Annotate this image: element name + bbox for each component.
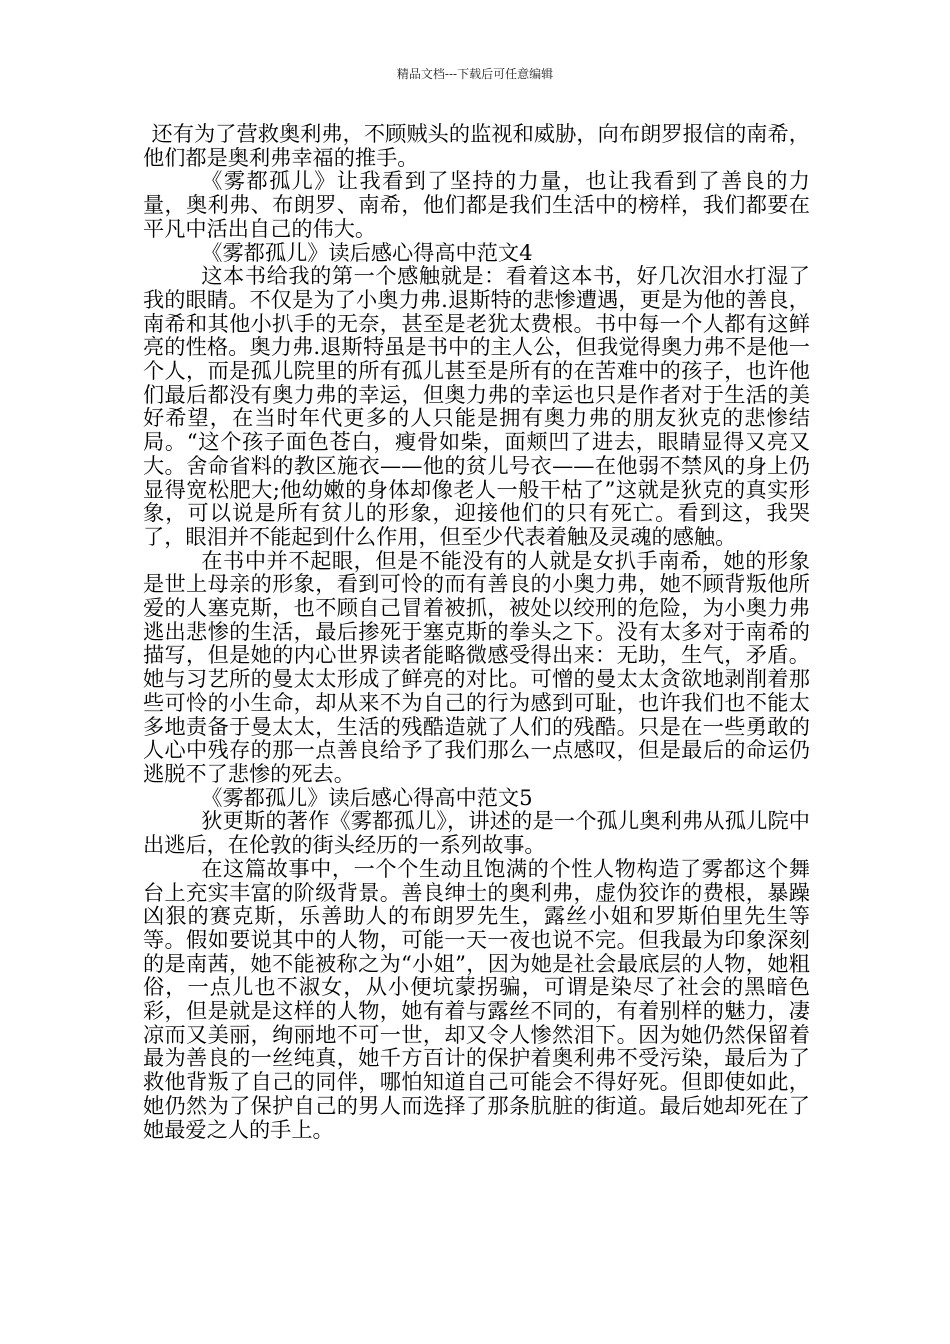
paragraph-1: 还有为了营救奥利弗，不顾贼头的监视和威胁，向布朗罗报信的南希，他们都是奥利弗幸福的推手。: [143, 121, 810, 170]
paragraph-4: 在书中并不起眼，但是不能没有的人就是女扒手南希，她的形象是世上母亲的形象，看到可怜的而有善良的小奥力弗，她不顾背叛他所爱的人塞克斯，也不顾自己冒着被抓，被处以绞刑的危险，为小奥力弗逃出悲惨的生活，最后掺死于塞克斯的拳头之下。没有太多对于南希的描写，但是她的内心世界读者能略微感受得出来：无助，生气，矛盾。她与习艺所的曼太太形成了鲜亮的对比。可憎的曼太太贪欲地剥削着那些可怜的小生命，却从来不为自己的行为感到可耻，也许我们也不能太多地责备于曼太太，生活的残酷造就了人们的残酷。只是在一些勇敢的人心中残存的那一点善良给予了我们那么一点感叹，但是最后的命运仍逃脱不了悲惨的死去。: [143, 547, 810, 786]
section-heading-4: 《雾都孤儿》读后感心得高中范文4: [201, 239, 533, 265]
paragraph-5: 狄更斯的著作《雾都孤儿》，讲述的是一个孤儿奥利弗从孤儿院中出逃后，在伦敦的街头经历的一系列故事。: [143, 808, 810, 858]
paragraph-3: 这本书给我的第一个感触就是：看着这本书，好几次泪水打湿了我的眼睛。不仅是为了小奥力弗.退斯特的悲惨遭遇，更是为他的善良，南希和其他小扒手的无奈，甚至是老犹太费根。书中每一个人都有这鲜亮的性格。奥力弗.退斯特虽是书中的主人公，但我觉得奥力弗不是他一个人，而是孤儿院里的所有孤儿甚至是所有的在苦难中的孩子，也许他们最后都没有奥力弗的幸运，但奥力弗的幸运也只是作者对于生活的美好希望，在当时年代更多的人只能是拥有奥力弗的朋友狄克的悲惨结局。“这个孩子面色苍白，瘦骨如柴，面颊凹了进去，眼睛显得又亮又大。舍命省料的教区施衣——他的贫儿号衣——在他弱不禁风的身上仍显得宽松肥大;他幼嫩的身体却像老人一般干枯了”这就是狄克的真实形象，可以说是所有贫儿的形象，迎接他们的只有死亡。看到这，我哭了，眼泪并不能起到什么作用，但至少代表着触及灵魂的感触。: [143, 263, 810, 549]
section-heading-5: 《雾都孤儿》读后感心得高中范文5: [201, 784, 533, 810]
page-header: 精品文档---下载后可任意编辑: [396, 67, 554, 81]
paragraph-6: 在这篇故事中，一个个生动且饱满的个性人物构造了雾都这个舞台上充实丰富的阶级背景。善良绅士的奥利弗，虚伪狡诈的费根，暴躁凶狠的赛克斯，乐善助人的布朗罗先生，露丝小姐和罗斯伯里先生等等。假如要说其中的人物，可能一天一夜也说不完。但我最为印象深刻的是南茜，她不能被称之为“小姐”，因为她是社会最底层的人物，她粗俗，一点儿也不淑女，从小便坑蒙拐骗，可谓是染尽了社会的黑暗色彩，但是就是这样的人物，她有着与露丝不同的，有着别样的魅力，凄凉而又美丽，绚丽地不可一世，却又令人惨然泪下。因为她仍然保留着最为善良的一丝纯真，她千方百计的保护着奥利弗不受污染，最后为了救他背叛了自己的同伴，哪怕知道自己可能会不得好死。但即使如此，她仍然为了保护自己的男人而选择了那条肮脏的街道。最后她却死在了她最爱之人的手上。: [143, 855, 810, 1142]
document-body: [143, 122, 810, 1141]
paragraph-2: 《雾都孤儿》让我看到了坚持的力量，也让我看到了善良的力量，奥利弗、布朗罗、南希，他们都是我们生活中的榜样，我们都要在平凡中活出自己的伟大。: [143, 168, 810, 241]
